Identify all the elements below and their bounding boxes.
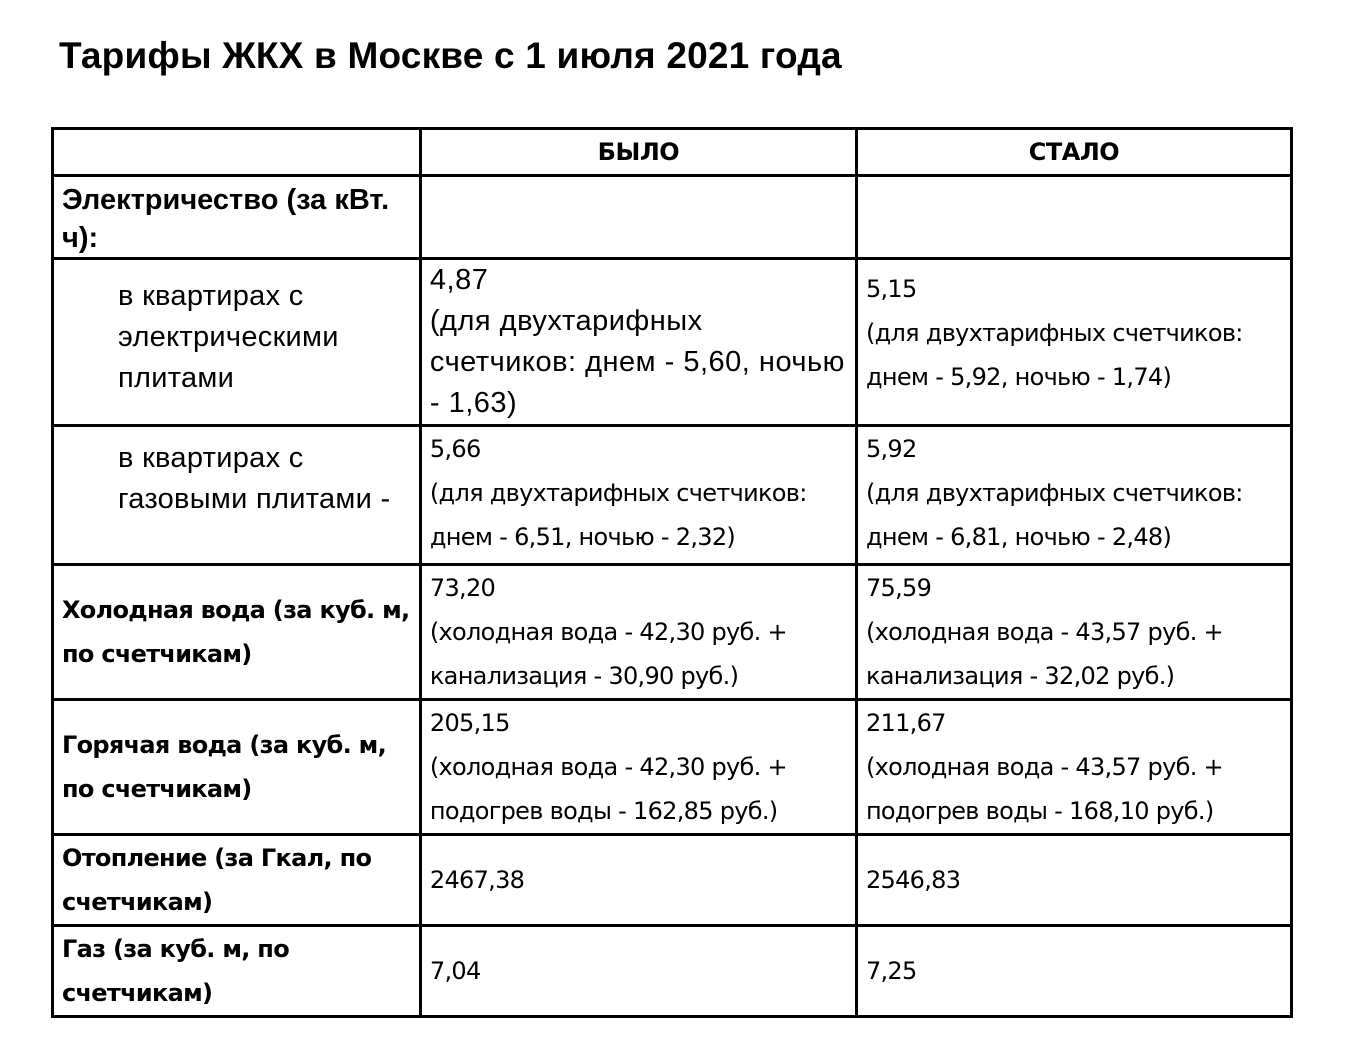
page-title: Тарифы ЖКХ в Москве с 1 июля 2021 года xyxy=(59,35,842,76)
header-now: СТАЛО xyxy=(856,129,1291,176)
tariff-note-line: канализация - 32,02 руб.) xyxy=(865,662,1175,690)
tariff-value: 5,66 xyxy=(429,435,481,463)
cell-now xyxy=(856,700,1291,835)
tariff-value: 205,15 xyxy=(429,709,510,737)
tariff-note-line: (для двухтарифных счетчиков: xyxy=(429,479,807,507)
table-row-cold-water xyxy=(53,565,1292,700)
tariff-note: (для двухтарифных счетчиков: днем - 5,60, ночью - 1,63) xyxy=(429,305,845,419)
tariffs-table xyxy=(51,127,1293,1018)
cell-now xyxy=(856,426,1291,565)
table-row-electricity xyxy=(53,176,1292,259)
category-gas: Газ (за куб. м, по счетчикам) xyxy=(53,926,421,1017)
table-row-gas-stoves xyxy=(53,426,1292,565)
cell-was: 2467,38 xyxy=(420,835,856,926)
tariff-note-line: (холодная вода - 43,57 руб. + xyxy=(865,753,1223,781)
table-row-heating xyxy=(53,835,1292,926)
cell-now xyxy=(856,259,1291,426)
tariff-note-line: днем - 5,92, ночью - 1,74) xyxy=(865,363,1172,391)
cell-empty xyxy=(420,176,856,259)
cell-was: 7,04 xyxy=(420,926,856,1017)
tariff-note-line: канализация - 30,90 руб.) xyxy=(429,662,739,690)
cell-was xyxy=(420,700,856,835)
header-cell-empty xyxy=(53,129,421,176)
category-electricity: Электричество (за кВт. ч): xyxy=(53,176,421,259)
tariff-note-line: подогрев воды - 168,10 руб.) xyxy=(865,797,1214,825)
cell-was xyxy=(420,259,856,426)
tariff-value: 75,59 xyxy=(865,574,932,602)
cell-was xyxy=(420,426,856,565)
tariff-note-line: (для двухтарифных счетчиков: xyxy=(865,479,1243,507)
tariff-note-line: (холодная вода - 43,57 руб. + xyxy=(865,618,1223,646)
cell-was xyxy=(420,565,856,700)
category-heating: Отопление (за Гкал, по счетчикам) xyxy=(53,835,421,926)
tariff-note-line: (для двухтарифных счетчиков: xyxy=(865,319,1243,347)
cell-now: 7,25 xyxy=(856,926,1291,1017)
tariff-note-line: днем - 6,81, ночью - 2,48) xyxy=(865,523,1172,551)
tariff-note-line: днем - 6,51, ночью - 2,32) xyxy=(429,523,736,551)
subcategory-gas-stoves: в квартирах с газовыми плитами - xyxy=(53,426,421,565)
tariff-value: 211,67 xyxy=(865,709,946,737)
header-was: БЫЛО xyxy=(420,129,856,176)
table-row-hot-water xyxy=(53,700,1292,835)
tariff-value: 5,92 xyxy=(865,435,917,463)
table-header-row xyxy=(53,129,1292,176)
table-row-gas xyxy=(53,926,1292,1017)
tariff-note-line: (холодная вода - 42,30 руб. + xyxy=(429,753,787,781)
tariff-value: 5,15 xyxy=(865,275,917,303)
tariff-note-line: (холодная вода - 42,30 руб. + xyxy=(429,618,787,646)
cell-empty xyxy=(856,176,1291,259)
table-row-electric-stoves xyxy=(53,259,1292,426)
subcategory-electric-stoves: в квартирах с электрическими плитами xyxy=(53,259,421,426)
tariff-value: 4,87 xyxy=(429,264,489,296)
tariff-note-line: подогрев воды - 162,85 руб.) xyxy=(429,797,778,825)
category-hot-water: Горячая вода (за куб. м, по счетчикам) xyxy=(53,700,421,835)
cell-now: 2546,83 xyxy=(856,835,1291,926)
cell-now xyxy=(856,565,1291,700)
tariff-value: 73,20 xyxy=(429,574,496,602)
category-cold-water: Холодная вода (за куб. м, по счетчикам) xyxy=(53,565,421,700)
